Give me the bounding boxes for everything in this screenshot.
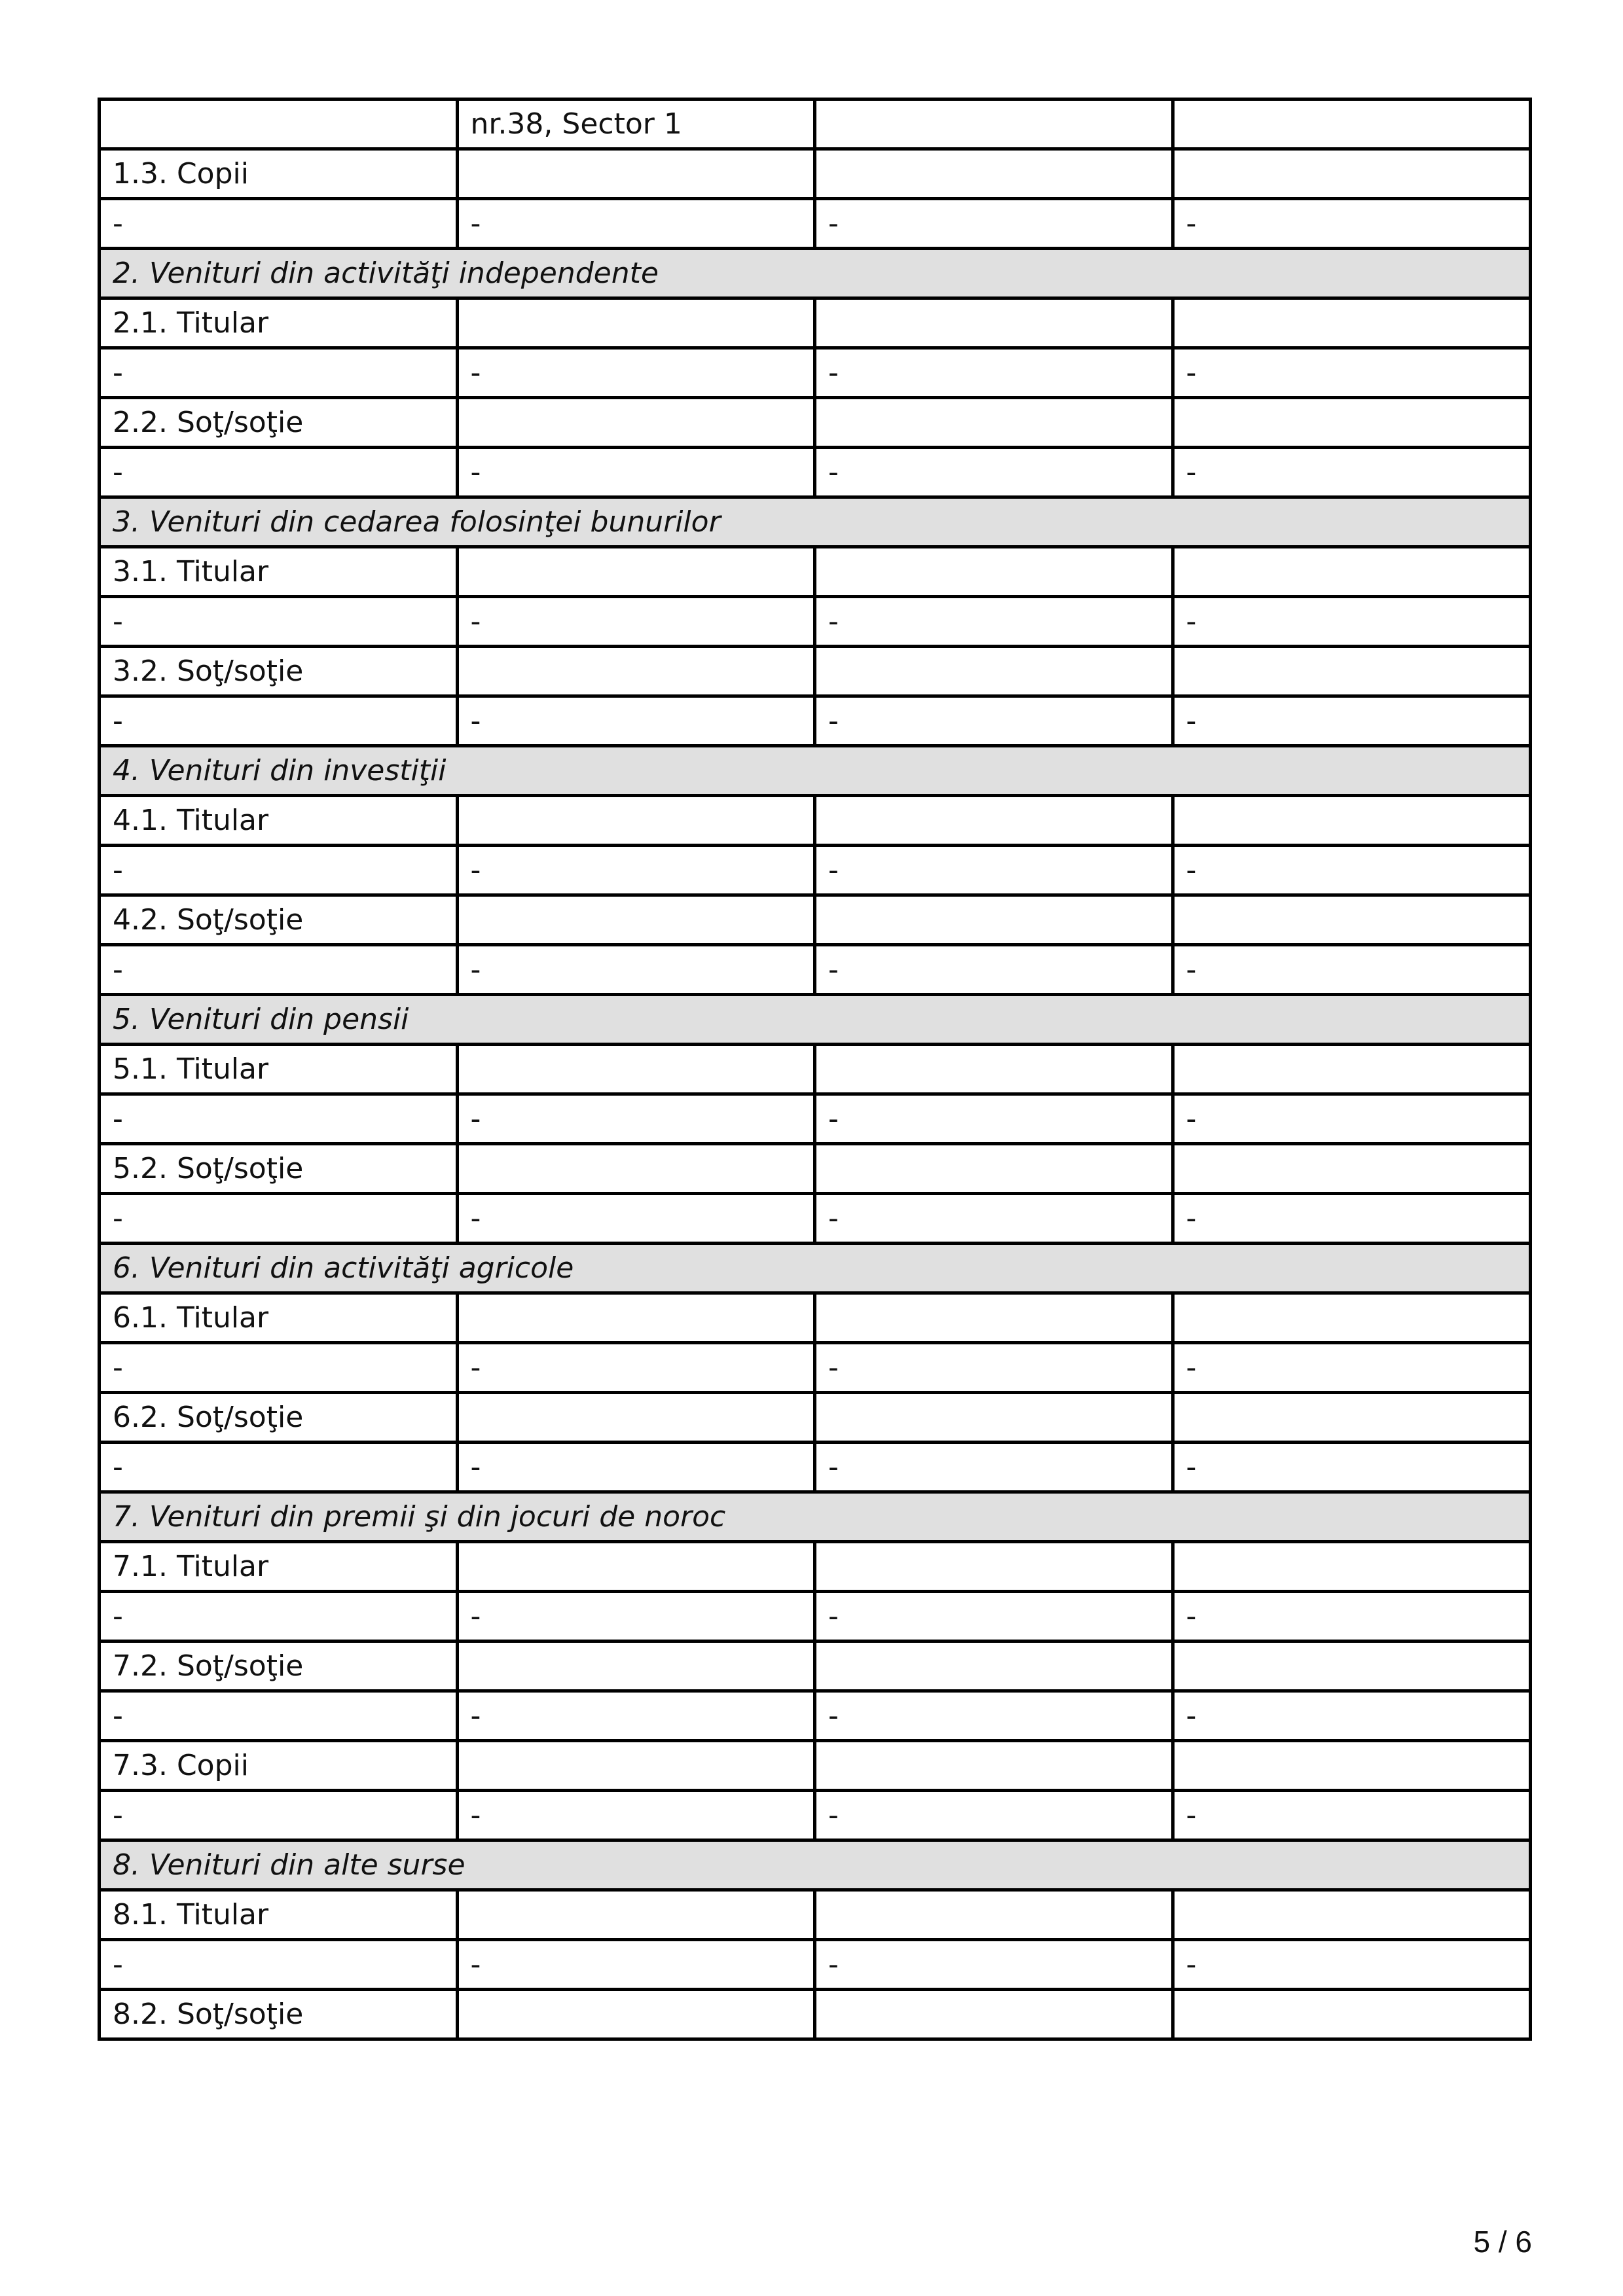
table-cell bbox=[1173, 1393, 1531, 1443]
table-row bbox=[100, 398, 1531, 448]
table-cell: - bbox=[1173, 1940, 1531, 1990]
table-cell: - bbox=[100, 348, 458, 398]
table-row bbox=[100, 1194, 1531, 1244]
section-header-row bbox=[100, 1840, 1531, 1890]
table-cell: 7.3. Copii bbox=[100, 1741, 458, 1791]
table-cell: - bbox=[457, 846, 815, 895]
table-cell bbox=[1173, 796, 1531, 846]
table-cell: - bbox=[1173, 945, 1531, 995]
table-cell: 7.2. Soţ/soţie bbox=[100, 1641, 458, 1691]
table-cell: 3.2. Soţ/soţie bbox=[100, 647, 458, 696]
page-number: 5 / 6 bbox=[1473, 2225, 1532, 2259]
table-cell: - bbox=[457, 348, 815, 398]
table-cell bbox=[1173, 398, 1531, 448]
table-cell: - bbox=[815, 597, 1173, 647]
table-cell: - bbox=[1173, 448, 1531, 497]
table-cell: - bbox=[1173, 1094, 1531, 1144]
table-cell bbox=[457, 1144, 815, 1194]
table-row bbox=[100, 99, 1531, 149]
table-row bbox=[100, 1890, 1531, 1940]
table-row bbox=[100, 1990, 1531, 2039]
table-cell: 6.2. Soţ/soţie bbox=[100, 1393, 458, 1443]
table-cell bbox=[457, 796, 815, 846]
table-row bbox=[100, 696, 1531, 746]
table-row bbox=[100, 846, 1531, 895]
table-cell bbox=[815, 99, 1173, 149]
table-cell: - bbox=[100, 1194, 458, 1244]
table-cell: - bbox=[815, 1940, 1173, 1990]
table-cell: - bbox=[457, 1443, 815, 1492]
table-row bbox=[100, 1443, 1531, 1492]
table-cell: - bbox=[100, 1094, 458, 1144]
table-cell: - bbox=[100, 1343, 458, 1393]
table-row bbox=[100, 298, 1531, 348]
table-cell: 4.1. Titular bbox=[100, 796, 458, 846]
table-cell: - bbox=[100, 597, 458, 647]
table-cell: - bbox=[815, 696, 1173, 746]
table-cell: nr.38, Sector 1 bbox=[457, 99, 815, 149]
table-cell: - bbox=[457, 1343, 815, 1393]
table-cell bbox=[815, 1293, 1173, 1343]
table-row bbox=[100, 1940, 1531, 1990]
table-cell: - bbox=[1173, 1592, 1531, 1641]
table-row bbox=[100, 1542, 1531, 1592]
table-cell bbox=[815, 1393, 1173, 1443]
section-title: 8. Venituri din alte surse bbox=[100, 1840, 1531, 1890]
table-cell: - bbox=[1173, 597, 1531, 647]
income-table-body bbox=[100, 99, 1531, 2039]
table-cell: - bbox=[815, 846, 1173, 895]
table-cell bbox=[1173, 1890, 1531, 1940]
table-cell: - bbox=[100, 199, 458, 249]
table-cell bbox=[1173, 1144, 1531, 1194]
table-cell bbox=[457, 298, 815, 348]
table-cell: - bbox=[457, 1791, 815, 1840]
income-table bbox=[98, 98, 1532, 2041]
table-cell: - bbox=[815, 348, 1173, 398]
table-cell: 8.2. Soţ/soţie bbox=[100, 1990, 458, 2039]
table-cell: - bbox=[815, 1094, 1173, 1144]
table-cell bbox=[100, 99, 458, 149]
table-cell bbox=[1173, 647, 1531, 696]
table-cell: 7.1. Titular bbox=[100, 1542, 458, 1592]
table-cell bbox=[1173, 1641, 1531, 1691]
table-cell bbox=[815, 1542, 1173, 1592]
table-cell: 3.1. Titular bbox=[100, 547, 458, 597]
table-row bbox=[100, 1293, 1531, 1343]
table-cell bbox=[1173, 149, 1531, 199]
table-cell bbox=[457, 398, 815, 448]
table-cell: - bbox=[1173, 1443, 1531, 1492]
table-cell: - bbox=[815, 1343, 1173, 1393]
table-row bbox=[100, 945, 1531, 995]
table-cell bbox=[1173, 298, 1531, 348]
table-row bbox=[100, 1791, 1531, 1840]
table-cell: - bbox=[1173, 199, 1531, 249]
section-title: 4. Venituri din investiţii bbox=[100, 746, 1531, 796]
table-row bbox=[100, 597, 1531, 647]
table-cell: - bbox=[457, 1691, 815, 1741]
table-cell: - bbox=[100, 945, 458, 995]
table-row bbox=[100, 1144, 1531, 1194]
table-row bbox=[100, 199, 1531, 249]
table-row bbox=[100, 1592, 1531, 1641]
table-row bbox=[100, 1691, 1531, 1741]
table-cell: 4.2. Soţ/soţie bbox=[100, 895, 458, 945]
section-header-row bbox=[100, 1244, 1531, 1293]
table-cell: - bbox=[100, 1940, 458, 1990]
table-cell bbox=[1173, 547, 1531, 597]
table-cell bbox=[815, 1045, 1173, 1094]
table-cell: - bbox=[815, 1691, 1173, 1741]
table-cell: - bbox=[815, 1443, 1173, 1492]
table-cell bbox=[1173, 1542, 1531, 1592]
table-cell bbox=[457, 1890, 815, 1940]
table-cell: - bbox=[815, 1791, 1173, 1840]
table-cell: - bbox=[100, 1443, 458, 1492]
table-cell: - bbox=[457, 1592, 815, 1641]
table-cell bbox=[457, 1045, 815, 1094]
section-title: 5. Venituri din pensii bbox=[100, 995, 1531, 1045]
table-cell bbox=[457, 1990, 815, 2039]
table-cell: 5.1. Titular bbox=[100, 1045, 458, 1094]
section-header-row bbox=[100, 995, 1531, 1045]
table-row bbox=[100, 647, 1531, 696]
table-cell: - bbox=[457, 945, 815, 995]
table-cell bbox=[815, 547, 1173, 597]
table-cell: - bbox=[457, 448, 815, 497]
table-row bbox=[100, 547, 1531, 597]
table-cell bbox=[1173, 1990, 1531, 2039]
table-cell: - bbox=[100, 1691, 458, 1741]
table-cell: - bbox=[457, 1194, 815, 1244]
table-cell bbox=[815, 1144, 1173, 1194]
table-cell: - bbox=[457, 1940, 815, 1990]
table-cell bbox=[457, 1741, 815, 1791]
table-row bbox=[100, 1045, 1531, 1094]
table-cell bbox=[457, 647, 815, 696]
table-cell bbox=[457, 547, 815, 597]
table-cell: - bbox=[100, 696, 458, 746]
table-row bbox=[100, 448, 1531, 497]
table-cell bbox=[457, 149, 815, 199]
table-cell: - bbox=[1173, 846, 1531, 895]
table-row bbox=[100, 1094, 1531, 1144]
table-cell: - bbox=[1173, 348, 1531, 398]
table-cell: - bbox=[815, 448, 1173, 497]
table-cell bbox=[815, 1741, 1173, 1791]
table-cell bbox=[1173, 99, 1531, 149]
table-cell bbox=[815, 149, 1173, 199]
table-row bbox=[100, 1343, 1531, 1393]
table-cell: - bbox=[100, 846, 458, 895]
table-cell: - bbox=[457, 597, 815, 647]
table-cell bbox=[815, 398, 1173, 448]
table-row bbox=[100, 1641, 1531, 1691]
section-title: 6. Venituri din activităţi agricole bbox=[100, 1244, 1531, 1293]
section-title: 7. Venituri din premii şi din jocuri de noroc bbox=[100, 1492, 1531, 1542]
table-cell bbox=[457, 1542, 815, 1592]
table-cell: - bbox=[457, 696, 815, 746]
table-cell: - bbox=[815, 199, 1173, 249]
section-header-row bbox=[100, 1492, 1531, 1542]
table-cell: 2.1. Titular bbox=[100, 298, 458, 348]
table-cell: - bbox=[1173, 1791, 1531, 1840]
table-cell bbox=[815, 647, 1173, 696]
table-cell: - bbox=[1173, 696, 1531, 746]
table-cell: 2.2. Soţ/soţie bbox=[100, 398, 458, 448]
table-cell: - bbox=[457, 1094, 815, 1144]
table-row bbox=[100, 1741, 1531, 1791]
table-cell: 6.1. Titular bbox=[100, 1293, 458, 1343]
table-cell bbox=[1173, 1045, 1531, 1094]
table-cell: - bbox=[1173, 1343, 1531, 1393]
table-cell: 5.2. Soţ/soţie bbox=[100, 1144, 458, 1194]
table-row bbox=[100, 1393, 1531, 1443]
section-header-row bbox=[100, 249, 1531, 298]
table-cell bbox=[1173, 895, 1531, 945]
table-cell bbox=[815, 1990, 1173, 2039]
table-cell: 8.1. Titular bbox=[100, 1890, 458, 1940]
table-row bbox=[100, 796, 1531, 846]
table-cell bbox=[815, 298, 1173, 348]
table-row bbox=[100, 348, 1531, 398]
table-row bbox=[100, 149, 1531, 199]
table-cell: - bbox=[815, 1194, 1173, 1244]
section-title: 2. Venituri din activităţi independente bbox=[100, 249, 1531, 298]
table-cell bbox=[457, 895, 815, 945]
table-cell: 1.3. Copii bbox=[100, 149, 458, 199]
table-cell: - bbox=[815, 945, 1173, 995]
table-cell bbox=[815, 895, 1173, 945]
table-cell bbox=[457, 1641, 815, 1691]
table-cell: - bbox=[100, 448, 458, 497]
table-cell bbox=[815, 796, 1173, 846]
table-cell: - bbox=[100, 1592, 458, 1641]
table-cell bbox=[457, 1393, 815, 1443]
table-cell bbox=[1173, 1293, 1531, 1343]
section-title: 3. Venituri din cedarea folosinţei bunurilor bbox=[100, 497, 1531, 547]
table-cell: - bbox=[100, 1791, 458, 1840]
table-cell bbox=[815, 1890, 1173, 1940]
section-header-row bbox=[100, 746, 1531, 796]
table-cell: - bbox=[1173, 1194, 1531, 1244]
table-cell: - bbox=[1173, 1691, 1531, 1741]
table-cell bbox=[815, 1641, 1173, 1691]
section-header-row bbox=[100, 497, 1531, 547]
table-cell: - bbox=[457, 199, 815, 249]
table-cell bbox=[1173, 1741, 1531, 1791]
table-row bbox=[100, 895, 1531, 945]
table-cell bbox=[457, 1293, 815, 1343]
table-cell: - bbox=[815, 1592, 1173, 1641]
